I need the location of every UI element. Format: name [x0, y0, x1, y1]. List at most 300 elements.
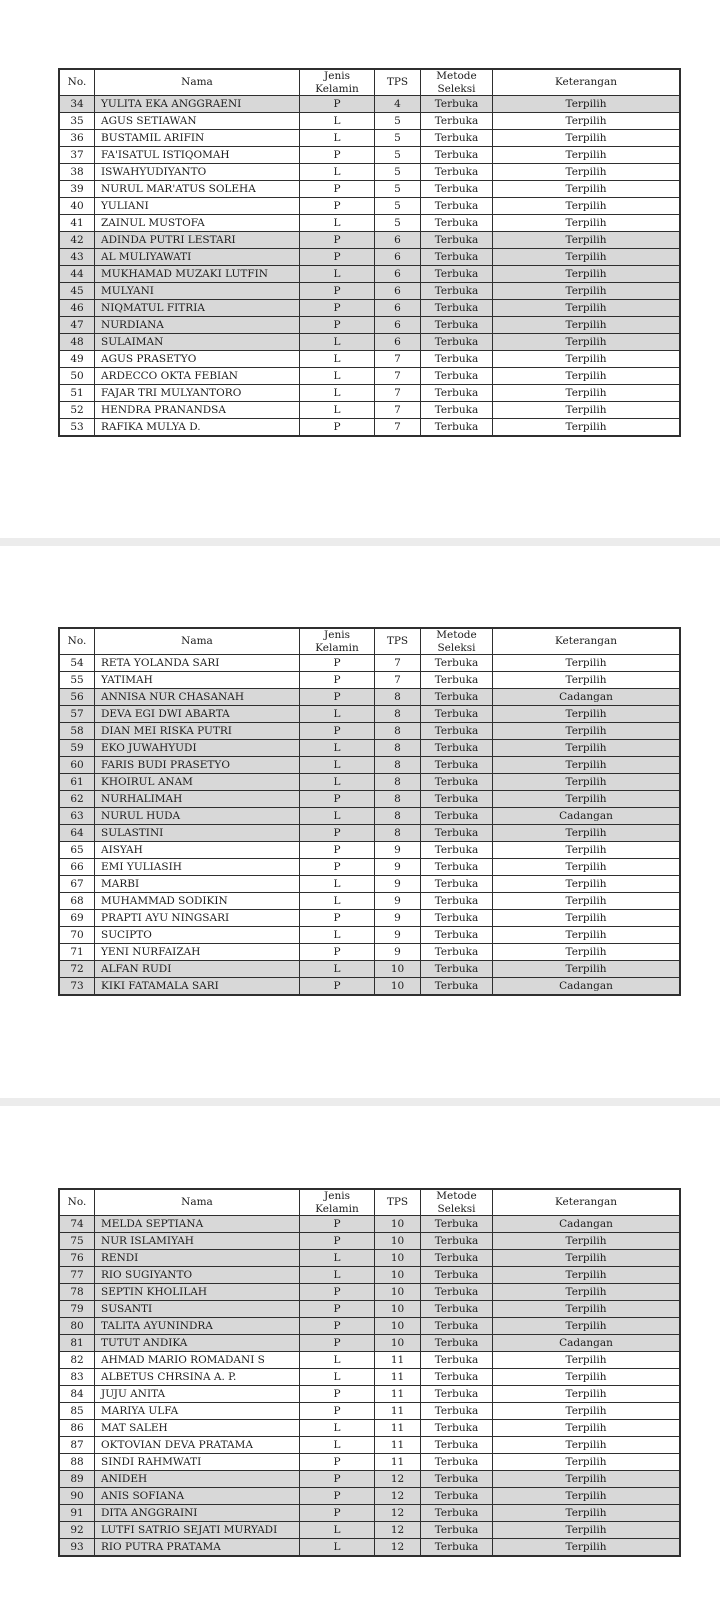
table-row [59, 1522, 680, 1539]
cell-metode_seleksi: Terbuka [421, 300, 493, 317]
cell-jenis_kelamin: P [300, 300, 375, 317]
cell-nama: RETA YOLANDA SARI [95, 655, 300, 672]
table-row [59, 181, 680, 198]
table-row [59, 774, 680, 791]
cell-keterangan: Cadangan [493, 978, 681, 996]
cell-keterangan: Terpilih [493, 961, 681, 978]
cell-no: 75 [59, 1233, 95, 1250]
cell-metode_seleksi: Terbuka [421, 1369, 493, 1386]
cell-metode_seleksi: Terbuka [421, 1403, 493, 1420]
cell-tps: 8 [375, 774, 421, 791]
cell-no: 49 [59, 351, 95, 368]
cell-tps: 10 [375, 1301, 421, 1318]
cell-tps: 11 [375, 1437, 421, 1454]
table-row [59, 130, 680, 147]
cell-no: 90 [59, 1488, 95, 1505]
cell-nama: MELDA SEPTIANA [95, 1216, 300, 1233]
table-row [59, 1539, 680, 1557]
cell-jenis_kelamin: L [300, 334, 375, 351]
cell-keterangan: Terpilih [493, 1267, 681, 1284]
cell-tps: 10 [375, 1216, 421, 1233]
cell-jenis_kelamin: P [300, 1386, 375, 1403]
cell-metode_seleksi: Terbuka [421, 1420, 493, 1437]
cell-keterangan: Terpilih [493, 1539, 681, 1557]
table-row [59, 419, 680, 437]
cell-jenis_kelamin: P [300, 1505, 375, 1522]
cell-nama: ALBETUS CHRSINA A. P. [95, 1369, 300, 1386]
cell-nama: ZAINUL MUSTOFA [95, 215, 300, 232]
cell-nama: TUTUT ANDIKA [95, 1335, 300, 1352]
cell-keterangan: Terpilih [493, 927, 681, 944]
column-header-metode_seleksi: Metode Seleksi [421, 628, 493, 655]
cell-no: 81 [59, 1335, 95, 1352]
header-row [59, 1189, 680, 1216]
cell-metode_seleksi: Terbuka [421, 706, 493, 723]
cell-keterangan: Terpilih [493, 944, 681, 961]
cell-no: 76 [59, 1250, 95, 1267]
cell-tps: 12 [375, 1522, 421, 1539]
cell-no: 34 [59, 96, 95, 113]
cell-no: 69 [59, 910, 95, 927]
cell-jenis_kelamin: P [300, 842, 375, 859]
cell-metode_seleksi: Terbuka [421, 249, 493, 266]
column-header-metode_seleksi: Metode Seleksi [421, 1189, 493, 1216]
column-header-jenis_kelamin: Jenis Kelamin [300, 69, 375, 96]
cell-nama: ANNISA NUR CHASANAH [95, 689, 300, 706]
cell-no: 35 [59, 113, 95, 130]
cell-jenis_kelamin: P [300, 791, 375, 808]
cell-metode_seleksi: Terbuka [421, 1335, 493, 1352]
cell-nama: MULYANI [95, 283, 300, 300]
cell-jenis_kelamin: L [300, 1522, 375, 1539]
cell-no: 47 [59, 317, 95, 334]
cell-keterangan: Terpilih [493, 215, 681, 232]
cell-metode_seleksi: Terbuka [421, 113, 493, 130]
cell-keterangan: Terpilih [493, 1420, 681, 1437]
cell-jenis_kelamin: P [300, 978, 375, 996]
cell-metode_seleksi: Terbuka [421, 385, 493, 402]
column-header-keterangan: Keterangan [493, 1189, 681, 1216]
cell-keterangan: Terpilih [493, 402, 681, 419]
cell-nama: KHOIRUL ANAM [95, 774, 300, 791]
cell-jenis_kelamin: L [300, 1369, 375, 1386]
column-header-metode_seleksi: Metode Seleksi [421, 69, 493, 96]
cell-no: 45 [59, 283, 95, 300]
cell-jenis_kelamin: P [300, 655, 375, 672]
cell-metode_seleksi: Terbuka [421, 334, 493, 351]
table-row [59, 198, 680, 215]
cell-metode_seleksi: Terbuka [421, 130, 493, 147]
cell-nama: SUCIPTO [95, 927, 300, 944]
cell-jenis_kelamin: P [300, 689, 375, 706]
cell-jenis_kelamin: L [300, 757, 375, 774]
cell-no: 59 [59, 740, 95, 757]
cell-jenis_kelamin: P [300, 96, 375, 113]
cell-jenis_kelamin: P [300, 1233, 375, 1250]
cell-jenis_kelamin: L [300, 876, 375, 893]
cell-tps: 10 [375, 1267, 421, 1284]
cell-jenis_kelamin: L [300, 1437, 375, 1454]
cell-tps: 12 [375, 1488, 421, 1505]
cell-jenis_kelamin: L [300, 961, 375, 978]
cell-keterangan: Terpilih [493, 774, 681, 791]
cell-no: 55 [59, 672, 95, 689]
table-row [59, 1437, 680, 1454]
cell-keterangan: Terpilih [493, 1318, 681, 1335]
cell-keterangan: Terpilih [493, 198, 681, 215]
table-row [59, 1352, 680, 1369]
cell-tps: 10 [375, 961, 421, 978]
cell-nama: ARDECCO OKTA FEBIAN [95, 368, 300, 385]
header-row [59, 628, 680, 655]
cell-no: 63 [59, 808, 95, 825]
column-header-jenis_kelamin: Jenis Kelamin [300, 628, 375, 655]
table-row [59, 1318, 680, 1335]
cell-keterangan: Terpilih [493, 791, 681, 808]
cell-jenis_kelamin: P [300, 1454, 375, 1471]
cell-nama: EKO JUWAHYUDI [95, 740, 300, 757]
cell-tps: 10 [375, 1250, 421, 1267]
cell-metode_seleksi: Terbuka [421, 825, 493, 842]
cell-jenis_kelamin: L [300, 130, 375, 147]
cell-nama: MARBI [95, 876, 300, 893]
cell-tps: 11 [375, 1420, 421, 1437]
table-row [59, 385, 680, 402]
cell-nama: AHMAD MARIO ROMADANI S [95, 1352, 300, 1369]
cell-no: 51 [59, 385, 95, 402]
cell-jenis_kelamin: P [300, 910, 375, 927]
table-row [59, 368, 680, 385]
table-row [59, 944, 680, 961]
cell-nama: MUHAMMAD SODIKIN [95, 893, 300, 910]
cell-tps: 6 [375, 283, 421, 300]
cell-metode_seleksi: Terbuka [421, 96, 493, 113]
page-separator [0, 1098, 720, 1106]
cell-keterangan: Terpilih [493, 1505, 681, 1522]
cell-no: 53 [59, 419, 95, 437]
table-row [59, 1386, 680, 1403]
cell-nama: TALITA AYUNINDRA [95, 1318, 300, 1335]
cell-nama: NURUL MAR'ATUS SOLEHA [95, 181, 300, 198]
cell-tps: 5 [375, 130, 421, 147]
table-row [59, 1454, 680, 1471]
cell-keterangan: Terpilih [493, 130, 681, 147]
cell-no: 58 [59, 723, 95, 740]
cell-no: 72 [59, 961, 95, 978]
cell-metode_seleksi: Terbuka [421, 689, 493, 706]
cell-tps: 11 [375, 1386, 421, 1403]
table-row [59, 113, 680, 130]
cell-tps: 7 [375, 655, 421, 672]
cell-jenis_kelamin: P [300, 419, 375, 437]
cell-jenis_kelamin: P [300, 672, 375, 689]
cell-tps: 5 [375, 181, 421, 198]
cell-no: 71 [59, 944, 95, 961]
table-row [59, 723, 680, 740]
table-row [59, 978, 680, 996]
cell-tps: 6 [375, 266, 421, 283]
cell-jenis_kelamin: L [300, 1250, 375, 1267]
cell-no: 61 [59, 774, 95, 791]
cell-tps: 7 [375, 385, 421, 402]
cell-no: 54 [59, 655, 95, 672]
cell-tps: 5 [375, 164, 421, 181]
column-header-nama: Nama [95, 1189, 300, 1216]
cell-tps: 6 [375, 232, 421, 249]
table-row [59, 961, 680, 978]
cell-tps: 7 [375, 419, 421, 437]
cell-keterangan: Terpilih [493, 723, 681, 740]
cell-no: 41 [59, 215, 95, 232]
cell-metode_seleksi: Terbuka [421, 215, 493, 232]
table-row [59, 1471, 680, 1488]
cell-nama: FARIS BUDI PRASETYO [95, 757, 300, 774]
cell-tps: 8 [375, 706, 421, 723]
cell-nama: YATIMAH [95, 672, 300, 689]
cell-no: 50 [59, 368, 95, 385]
cell-no: 65 [59, 842, 95, 859]
cell-nama: DEVA EGI DWI ABARTA [95, 706, 300, 723]
cell-jenis_kelamin: P [300, 249, 375, 266]
cell-no: 68 [59, 893, 95, 910]
cell-jenis_kelamin: P [300, 825, 375, 842]
cell-no: 38 [59, 164, 95, 181]
cell-jenis_kelamin: L [300, 706, 375, 723]
table-row [59, 893, 680, 910]
table-row [59, 1233, 680, 1250]
cell-nama: AISYAH [95, 842, 300, 859]
cell-metode_seleksi: Terbuka [421, 266, 493, 283]
table-row [59, 249, 680, 266]
cell-keterangan: Terpilih [493, 1352, 681, 1369]
cell-nama: FA'ISATUL ISTIQOMAH [95, 147, 300, 164]
cell-keterangan: Terpilih [493, 283, 681, 300]
column-header-no: No. [59, 628, 95, 655]
cell-keterangan: Terpilih [493, 1284, 681, 1301]
column-header-tps: TPS [375, 1189, 421, 1216]
cell-no: 84 [59, 1386, 95, 1403]
cell-keterangan: Terpilih [493, 266, 681, 283]
cell-metode_seleksi: Terbuka [421, 1539, 493, 1557]
cell-no: 52 [59, 402, 95, 419]
table-row [59, 1335, 680, 1352]
cell-jenis_kelamin: P [300, 198, 375, 215]
cell-tps: 8 [375, 740, 421, 757]
cell-jenis_kelamin: L [300, 164, 375, 181]
cell-metode_seleksi: Terbuka [421, 859, 493, 876]
cell-nama: RIO SUGIYANTO [95, 1267, 300, 1284]
cell-nama: RAFIKA MULYA D. [95, 419, 300, 437]
cell-tps: 7 [375, 351, 421, 368]
cell-jenis_kelamin: L [300, 385, 375, 402]
cell-nama: SEPTIN KHOLILAH [95, 1284, 300, 1301]
cell-keterangan: Terpilih [493, 1301, 681, 1318]
cell-jenis_kelamin: L [300, 893, 375, 910]
cell-metode_seleksi: Terbuka [421, 1267, 493, 1284]
cell-nama: JUJU ANITA [95, 1386, 300, 1403]
table-row [59, 1284, 680, 1301]
cell-metode_seleksi: Terbuka [421, 164, 493, 181]
cell-metode_seleksi: Terbuka [421, 1437, 493, 1454]
cell-no: 62 [59, 791, 95, 808]
table-row [59, 215, 680, 232]
header-row [59, 69, 680, 96]
cell-jenis_kelamin: P [300, 232, 375, 249]
cell-jenis_kelamin: L [300, 774, 375, 791]
cell-tps: 5 [375, 147, 421, 164]
cell-keterangan: Terpilih [493, 825, 681, 842]
table-row [59, 655, 680, 672]
cell-jenis_kelamin: P [300, 283, 375, 300]
cell-keterangan: Cadangan [493, 689, 681, 706]
cell-nama: SULASTINI [95, 825, 300, 842]
cell-jenis_kelamin: L [300, 808, 375, 825]
table-row [59, 334, 680, 351]
cell-keterangan: Cadangan [493, 1216, 681, 1233]
table-row [59, 706, 680, 723]
column-header-nama: Nama [95, 628, 300, 655]
cell-metode_seleksi: Terbuka [421, 368, 493, 385]
cell-tps: 8 [375, 689, 421, 706]
cell-metode_seleksi: Terbuka [421, 961, 493, 978]
column-header-keterangan: Keterangan [493, 69, 681, 96]
cell-no: 91 [59, 1505, 95, 1522]
selection-results-table-page-1 [58, 68, 681, 437]
cell-no: 74 [59, 1216, 95, 1233]
cell-tps: 5 [375, 113, 421, 130]
cell-tps: 11 [375, 1352, 421, 1369]
column-header-tps: TPS [375, 628, 421, 655]
cell-metode_seleksi: Terbuka [421, 1250, 493, 1267]
selection-results-table-page-2 [58, 627, 681, 996]
cell-no: 89 [59, 1471, 95, 1488]
cell-nama: SULAIMAN [95, 334, 300, 351]
cell-no: 56 [59, 689, 95, 706]
cell-keterangan: Terpilih [493, 655, 681, 672]
cell-nama: NUR ISLAMIYAH [95, 1233, 300, 1250]
cell-keterangan: Terpilih [493, 1522, 681, 1539]
cell-jenis_kelamin: L [300, 1267, 375, 1284]
cell-metode_seleksi: Terbuka [421, 978, 493, 996]
cell-keterangan: Terpilih [493, 1488, 681, 1505]
cell-tps: 6 [375, 334, 421, 351]
cell-tps: 5 [375, 215, 421, 232]
cell-no: 82 [59, 1352, 95, 1369]
cell-keterangan: Terpilih [493, 1233, 681, 1250]
cell-metode_seleksi: Terbuka [421, 232, 493, 249]
cell-jenis_kelamin: P [300, 1403, 375, 1420]
cell-no: 60 [59, 757, 95, 774]
cell-keterangan: Terpilih [493, 317, 681, 334]
cell-keterangan: Terpilih [493, 1250, 681, 1267]
cell-no: 42 [59, 232, 95, 249]
table-row [59, 859, 680, 876]
cell-nama: ANIS SOFIANA [95, 1488, 300, 1505]
cell-metode_seleksi: Terbuka [421, 1233, 493, 1250]
table-row [59, 1369, 680, 1386]
cell-jenis_kelamin: P [300, 1301, 375, 1318]
cell-tps: 9 [375, 876, 421, 893]
cell-nama: DITA ANGGRAINI [95, 1505, 300, 1522]
cell-tps: 5 [375, 198, 421, 215]
cell-keterangan: Terpilih [493, 893, 681, 910]
cell-jenis_kelamin: P [300, 1216, 375, 1233]
cell-tps: 11 [375, 1369, 421, 1386]
cell-no: 85 [59, 1403, 95, 1420]
cell-jenis_kelamin: P [300, 1318, 375, 1335]
table-row [59, 1488, 680, 1505]
cell-metode_seleksi: Terbuka [421, 402, 493, 419]
cell-jenis_kelamin: P [300, 1284, 375, 1301]
cell-nama: YENI NURFAIZAH [95, 944, 300, 961]
table-row [59, 402, 680, 419]
cell-jenis_kelamin: P [300, 944, 375, 961]
cell-no: 87 [59, 1437, 95, 1454]
cell-keterangan: Terpilih [493, 164, 681, 181]
page-separator [0, 538, 720, 546]
cell-metode_seleksi: Terbuka [421, 1284, 493, 1301]
cell-nama: HENDRA PRANANDSA [95, 402, 300, 419]
cell-no: 48 [59, 334, 95, 351]
cell-jenis_kelamin: P [300, 859, 375, 876]
cell-nama: OKTOVIAN DEVA PRATAMA [95, 1437, 300, 1454]
cell-tps: 8 [375, 825, 421, 842]
cell-keterangan: Cadangan [493, 1335, 681, 1352]
cell-nama: ADINDA PUTRI LESTARI [95, 232, 300, 249]
cell-jenis_kelamin: L [300, 927, 375, 944]
cell-nama: AL MULIYAWATI [95, 249, 300, 266]
cell-no: 70 [59, 927, 95, 944]
cell-keterangan: Terpilih [493, 113, 681, 130]
cell-jenis_kelamin: L [300, 402, 375, 419]
cell-metode_seleksi: Terbuka [421, 740, 493, 757]
column-header-nama: Nama [95, 69, 300, 96]
cell-nama: SUSANTI [95, 1301, 300, 1318]
table-row [59, 232, 680, 249]
cell-metode_seleksi: Terbuka [421, 181, 493, 198]
table-row [59, 164, 680, 181]
cell-metode_seleksi: Terbuka [421, 791, 493, 808]
cell-nama: NIQMATUL FITRIA [95, 300, 300, 317]
cell-jenis_kelamin: L [300, 368, 375, 385]
cell-no: 77 [59, 1267, 95, 1284]
table-row [59, 283, 680, 300]
cell-jenis_kelamin: L [300, 1539, 375, 1557]
cell-no: 86 [59, 1420, 95, 1437]
cell-no: 78 [59, 1284, 95, 1301]
cell-nama: AGUS SETIAWAN [95, 113, 300, 130]
cell-jenis_kelamin: L [300, 740, 375, 757]
cell-tps: 11 [375, 1454, 421, 1471]
table-row [59, 740, 680, 757]
table-row [59, 791, 680, 808]
table-row [59, 1420, 680, 1437]
table-row [59, 266, 680, 283]
cell-metode_seleksi: Terbuka [421, 1216, 493, 1233]
cell-metode_seleksi: Terbuka [421, 944, 493, 961]
cell-jenis_kelamin: L [300, 215, 375, 232]
cell-nama: ANIDEH [95, 1471, 300, 1488]
cell-keterangan: Terpilih [493, 1403, 681, 1420]
cell-tps: 6 [375, 300, 421, 317]
table-row [59, 689, 680, 706]
cell-nama: NURHALIMAH [95, 791, 300, 808]
cell-no: 39 [59, 181, 95, 198]
cell-jenis_kelamin: L [300, 113, 375, 130]
cell-tps: 12 [375, 1505, 421, 1522]
cell-no: 80 [59, 1318, 95, 1335]
table-row [59, 1301, 680, 1318]
